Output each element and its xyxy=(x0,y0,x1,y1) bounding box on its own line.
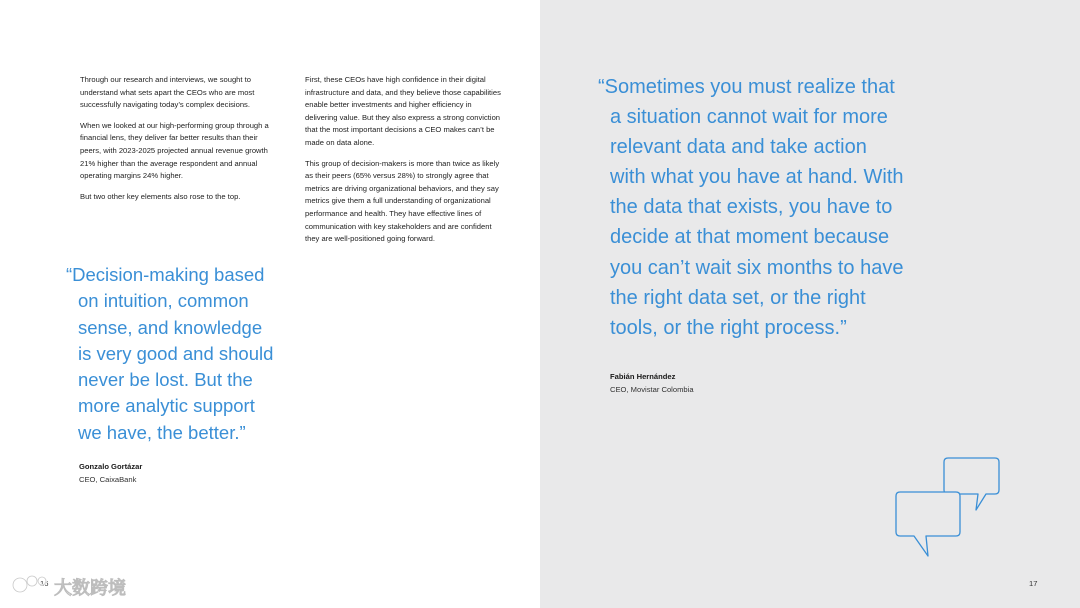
attribution-name: Fabián Hernández xyxy=(610,372,676,381)
watermark xyxy=(8,570,148,602)
quote-line: never be lost. But the xyxy=(78,369,253,391)
quote-line: you can’t wait six months to have xyxy=(610,256,904,279)
attribution-name: Gonzalo Gortázar xyxy=(79,462,143,471)
quote-line: relevant data and take action xyxy=(610,136,867,159)
quote-line: with what you have at hand. With xyxy=(610,166,904,189)
quote-line: the right data set, or the right xyxy=(610,286,866,309)
page-number-right: 17 xyxy=(1029,579,1038,588)
quote-line: is very good and should xyxy=(78,342,274,364)
paragraph: First, these CEOs have high confidence in their digital infrastructure and data, and they believe those capabilities enable better investments and higher efficiency in delivering value. But they also express a strong conviction that the most important decisions a CEO makes can’t be made on data alone. xyxy=(305,75,501,147)
watermark-logo-icon xyxy=(8,570,148,602)
quote-attribution xyxy=(79,460,142,486)
body-column-2 xyxy=(305,74,505,254)
attribution-role: CEO, CaixaBank xyxy=(79,475,137,484)
quote-line: “Decision-making based xyxy=(66,264,265,285)
body-column-1 xyxy=(80,74,280,211)
attribution-role: CEO, Movistar Colombia xyxy=(610,385,694,394)
speech-bubbles-icon xyxy=(892,452,1004,560)
quote-line: the data that exists, you have to xyxy=(610,196,893,219)
quote-line: “Sometimes you must realize that xyxy=(598,76,895,98)
quote-line: we have, the better.” xyxy=(78,421,246,443)
quote-line: decide at that moment because xyxy=(610,226,890,249)
paragraph: When we looked at our high-performing group through a financial lens, they deliver far better results than their peers, with 2023-2025 projected annual revenue growth 21% higher than the average respondent and annual operating margins 24% higher. xyxy=(80,120,269,181)
quote-line: on intuition, common xyxy=(78,290,249,312)
paragraph: This group of decision-makers is more than twice as likely as their peers (65% versus 28%) to strongly agree that metrics are driving organizational behaviors, and they say metrics give them a full understanding of organizational performance and health. They have effective lines of communication with key stakeholders and are confident they are well-positioned going forward. xyxy=(305,158,500,244)
page-number-left: 16 xyxy=(40,579,49,588)
quote-line: sense, and knowledge xyxy=(78,316,263,338)
quote-line: tools, or the right process.” xyxy=(610,316,847,339)
quote-line: more analytic support xyxy=(78,395,255,417)
pull-quote-hernandez xyxy=(598,72,1038,343)
quote-line: a situation cannot wait for more xyxy=(610,106,888,129)
quote-attribution xyxy=(610,370,694,396)
paragraph: But two other key elements also rose to the top. xyxy=(80,191,241,201)
watermark-text: 大数跨境 xyxy=(54,578,126,599)
pull-quote-gortazar xyxy=(66,262,296,446)
paragraph: Through our research and interviews, we sought to understand what sets apart the CEOs who are most successfully navigating today’s complex decisions. xyxy=(80,75,255,110)
